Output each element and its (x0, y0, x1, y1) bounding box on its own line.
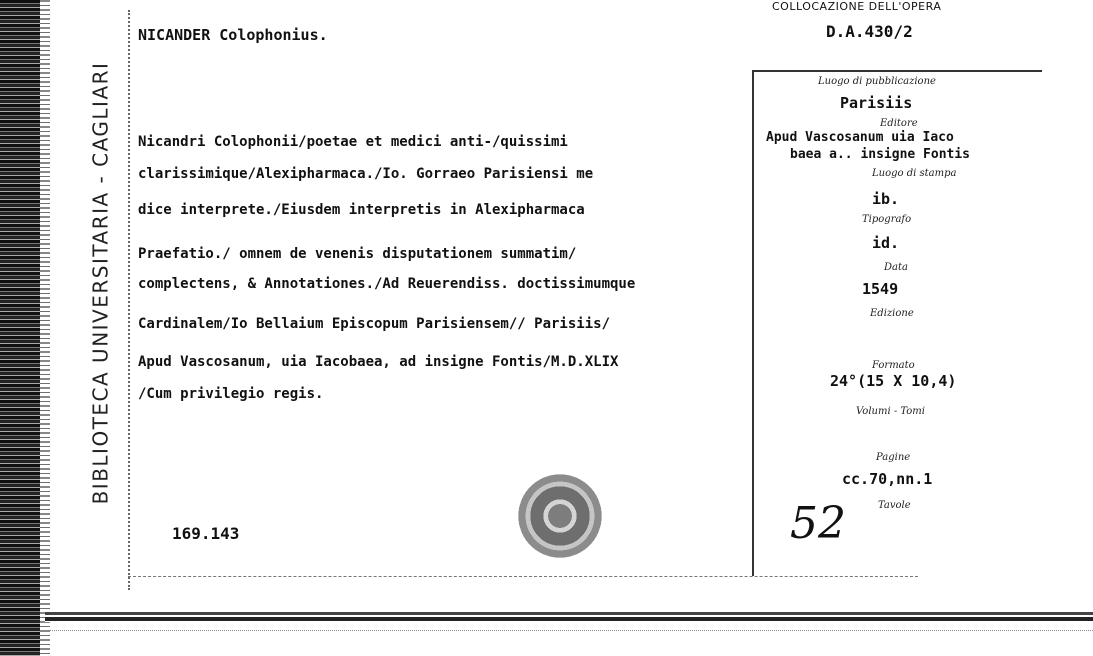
place-of-printing-value: ib. (872, 190, 900, 208)
description-line-7: Apud Vascosanum, uia Iacobaea, ad insigne Fontis/M.D.XLIX (138, 354, 619, 370)
pages-value: cc.70,nn.1 (842, 470, 933, 488)
fields-panel-left-rule (752, 70, 754, 576)
library-label: BIBLIOTECA UNIVERSITARIA - CAGLIARI (88, 61, 113, 505)
description-line-5: complectens, & Annotationes./Ad Reuerendiss. doctissimumque (138, 276, 636, 292)
publisher-value-line-1: Apud Vascosanum uia Iaco (766, 130, 954, 145)
place-of-publication-label: Luogo di pubblicazione (818, 76, 936, 87)
pages-label: Pagine (876, 452, 911, 463)
format-value: 24°(15 X 10,4) (830, 372, 957, 390)
format-label: Formato (872, 360, 915, 371)
description-line-6: Cardinalem/Io Bellaium Episcopum Parisiensem// Parisiis/ (138, 316, 611, 332)
scan-edge-band (45, 612, 1093, 622)
publisher-value-line-2: baea a.. insigne Fontis (790, 147, 971, 162)
publisher-label: Editore (880, 118, 918, 129)
place-of-publication-value: Parisiis (840, 94, 913, 112)
printer-value: id. (872, 234, 900, 252)
collocation-label: COLLOCAZIONE DELL'OPERA (772, 0, 942, 13)
plates-label: Tavole (878, 500, 911, 511)
handwritten-note-text: 52 (790, 498, 846, 549)
description-line-8: /Cum privilegio regis. (138, 386, 324, 402)
collocation-value: D.A.430/2 (826, 22, 913, 41)
handwritten-note (788, 490, 858, 550)
date-value: 1549 (862, 280, 899, 298)
description-line-4: Praefatio./ omnem de venenis disputationem summatim/ (138, 246, 577, 262)
fields-panel-top-rule (752, 70, 1042, 72)
library-stamp (518, 474, 602, 558)
scan-edge-dotted (45, 630, 1093, 631)
volumes-label: Volumi - Tomi (856, 406, 925, 417)
description-line-2: clarissimique/Alexipharmaca./Io. Gorraeo Parisiensi me (138, 166, 594, 182)
binding-strip (0, 0, 40, 656)
date-label: Data (884, 262, 908, 273)
printer-label: Tipografo (862, 214, 912, 225)
description-line-3: dice interprete./Eiusdem interpretis in Alexipharmaca (138, 202, 585, 218)
card-number: 169.143 (172, 524, 240, 543)
margin-rule (128, 10, 130, 590)
card-bottom-rule (128, 576, 918, 577)
library-label-container (80, 18, 120, 548)
binding-edge (40, 0, 50, 656)
edition-label: Edizione (870, 308, 914, 319)
author-heading: NICANDER Colophonius. (138, 26, 328, 44)
place-of-printing-label: Luogo di stampa (872, 168, 957, 179)
description-line-1: Nicandri Colophonii/poetae et medici anti-/quissimi (138, 134, 568, 150)
